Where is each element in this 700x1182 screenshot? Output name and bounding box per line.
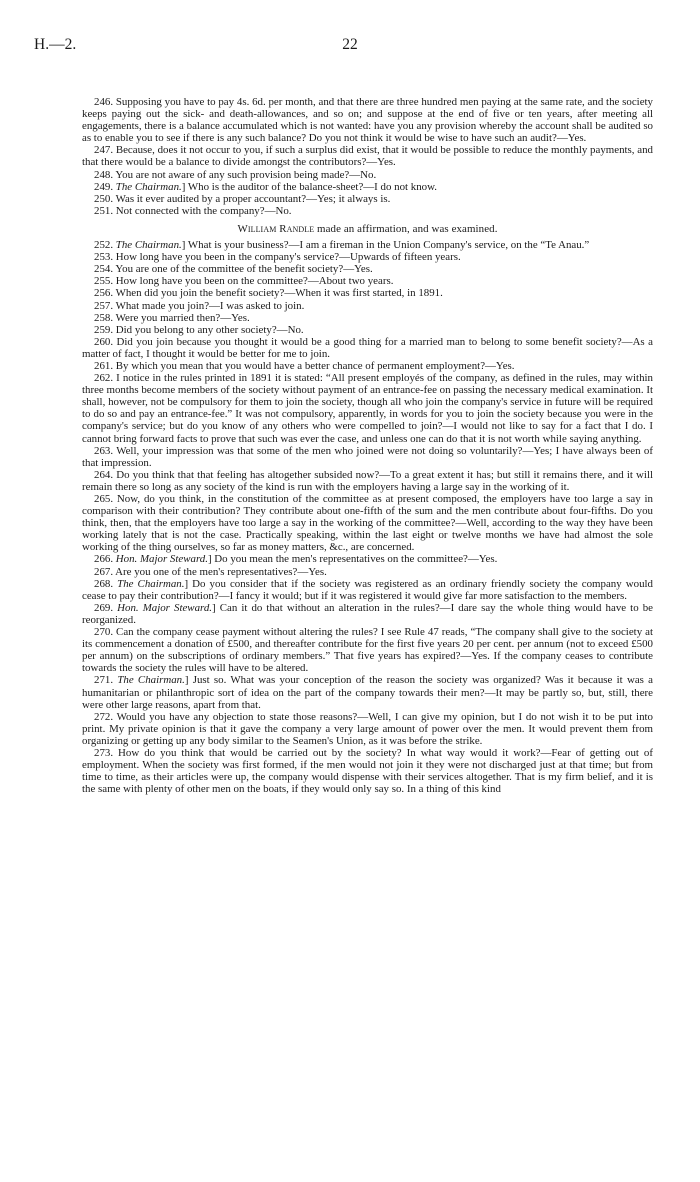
text-segment: ] Just so. What was your conception of the reason the society was organized? Was it because it was a humanitarian or philanthropic sort of idea on the part of the company towards their men?—It may be partly so, but, still, there were other large reasons, apart from that. <box>82 674 653 711</box>
text-segment: 249. <box>94 180 116 193</box>
witness-heading <box>82 223 653 235</box>
report-reference: H.—2. <box>34 36 77 53</box>
text-segment: made an affirmation, and was examined. <box>314 222 498 235</box>
text-segment: 260. Did you join because you thought it would be a good thing for a married man to belong to some benefit society?—As a matter of fact, I thought it would be better for me to join. <box>82 335 653 360</box>
question-paragraph <box>82 553 653 565</box>
text-segment: 251. Not connected with the company?—No. <box>94 204 292 217</box>
text-segment: 268. <box>94 577 118 590</box>
question-paragraph <box>82 287 653 299</box>
text-segment: ] Do you mean the men's representatives on the committee?—Yes. <box>207 553 498 566</box>
text-segment: 271. <box>94 674 118 687</box>
question-paragraph <box>82 469 653 493</box>
text-segment: 273. How do you think that would be carried out by the society? In what way would it work?—Fear of getting out of employment. When the society was first formed, if the men would not join it they were not discharged just at that time; but from time to time, as their articles were up, the company would dispense with their services altogether. That is my firm belief, and it is the same with plenty of other men on the boats, if they would only say so. In a thing of this kind <box>82 746 653 796</box>
text-segment: 248. You are not aware of any such provision being made?—No. <box>94 168 377 181</box>
page-number: 22 <box>342 36 358 53</box>
question-paragraph <box>82 251 653 263</box>
question-paragraph <box>82 626 653 674</box>
question-paragraph <box>82 747 653 795</box>
question-paragraph <box>82 181 653 193</box>
witness-name: William Randle <box>237 222 315 235</box>
text-segment: 263. Well, your impression was that some of the men who joined were not doing so voluntarily?—Yes; I have always been of that impression. <box>82 444 653 469</box>
text-segment: 255. How long have you been on the committee?—About two years. <box>94 275 394 288</box>
question-paragraph <box>82 193 653 205</box>
question-paragraph <box>82 96 653 144</box>
question-paragraph <box>82 324 653 336</box>
question-paragraph <box>82 144 653 168</box>
question-paragraph <box>82 493 653 553</box>
question-paragraph <box>82 602 653 626</box>
speaker-name: The Chairman. <box>115 180 182 193</box>
question-paragraph <box>82 169 653 181</box>
text-segment: 253. How long have you been in the company's service?—Upwards of fifteen years. <box>94 251 461 264</box>
text-segment: ] Who is the auditor of the balance-sheet?—I do not know. <box>181 180 437 193</box>
text-segment: 258. Were you married then?—Yes. <box>94 311 250 324</box>
text-segment: 261. By which you mean that you would have a better chance of permanent employment?—Yes. <box>94 359 515 372</box>
question-paragraph <box>82 205 653 217</box>
speaker-name: Hon. Major Steward. <box>115 553 208 566</box>
text-segment: ] Can it do that without an alteration in the rules?—I dare say the whole thing would have to be reorganized. <box>82 601 653 626</box>
question-paragraph <box>82 372 653 445</box>
text-segment: 252. <box>94 239 116 252</box>
text-segment: 267. Are you one of the men's representatives?—Yes. <box>94 565 327 578</box>
text-segment: 270. Can the company cease payment without altering the rules? I see Rule 47 reads, “The company shall give to the society at its commencement a donation of £500, and thereafter contribute for the first five years 20 per cent. per annum (not to exceed £500 per annum) on the subscriptions of ordinary members.” That five years has expired?—Yes. If the company ceases to contribute towards the society the rules will have to be altered. <box>82 626 653 675</box>
question-paragraph <box>82 578 653 602</box>
text-segment: 262. I notice in the rules printed in 1891 it is stated: “All present employés of the company, as defined in the rules, may within three months become members of the society without payment of an entrance-fee on passing the necessary medical examination. It shall, however, not be compulsory for them to join the society, though all who join the company's service in future will be required to do so and pay an entrance-fee.” It was not compulsory, apparently, in words for you to join the society because you were in the company's service; but do you know of any others who were compelled to join?—I would not like to say for a fact that I do. I cannot bring forward facts to prove that such was ever the case, and unless one can do that it is not worth while saying anything. <box>82 372 653 445</box>
speaker-name: The Chairman. <box>115 239 182 252</box>
speaker-name: Hon. Major Steward. <box>117 601 213 614</box>
text-segment: ] Do you consider that if the society was registered as an ordinary friendly society the company would cease to pay their contribution?—I fancy it would; but if it was registered it would give far more satisfaction to the members. <box>82 577 653 602</box>
text-segment: 246. Supposing you have to pay 4s. 6d. per month, and that there are three hundred men paying at the same rate, and the society keeps paying out the sick- and death-allowances, and so on; and suppose at the end of five or ten years, after meeting all engagements, there is a balance accumulated which is not wanted: have you any provision whereby the account shall be audited so as to enable you to see if there is any such balance? Do you not think it would be wise to have such an audit?—Yes. <box>82 96 653 145</box>
question-paragraph <box>82 711 653 747</box>
text-segment: 272. Would you have any objection to state those reasons?—Well, I can give my opinion, but I do not wish it to be put into print. My private opinion is that it gave the company a very large amount of power over the men. It would prevent them from organizing or getting up any body similar to the Seamen's Union, as it was before the strike. <box>82 710 653 747</box>
page-header <box>34 36 666 58</box>
question-paragraph <box>82 275 653 287</box>
speaker-name: The Chairman. <box>117 674 185 687</box>
question-paragraph <box>82 312 653 324</box>
evidence-text <box>82 96 653 795</box>
text-segment: 259. Did you belong to any other society?—No. <box>94 323 304 336</box>
speaker-name: The Chairman. <box>117 577 185 590</box>
question-paragraph <box>82 300 653 312</box>
text-segment: 250. Was it ever audited by a proper accountant?—Yes; it always is. <box>94 192 391 205</box>
text-segment: 254. You are one of the committee of the benefit society?—Yes. <box>94 263 373 276</box>
text-segment: 247. Because, does it not occur to you, if such a surplus did exist, that it would be possible to reduce the monthly payments, and that there would be a balance to divide amongst the contributors?—Yes. <box>82 144 653 169</box>
text-segment: 264. Do you think that that feeling has altogether subsided now?—To a great extent it has; but still it remains there, and it will remain there so long as any society of the kind is run with the employers having a large say in the working of it. <box>82 468 653 493</box>
question-paragraph <box>82 263 653 275</box>
question-paragraph <box>82 674 653 710</box>
text-segment: 256. When did you join the benefit society?—When it was first started, in 1891. <box>94 287 443 300</box>
text-segment: 257. What made you join?—I was asked to join. <box>94 299 305 312</box>
question-paragraph <box>82 360 653 372</box>
question-paragraph <box>82 336 653 360</box>
text-segment: ] What is your business?—I am a fireman in the Union Company's service, on the “Te Anau.” <box>181 239 590 252</box>
question-paragraph <box>82 566 653 578</box>
text-segment: 265. Now, do you think, in the constitution of the committee as at present composed, the employers have too large a say in comparison with their contribution? They contribute about one-fifth of the sum and the men contribute about four-fifths. Do you think, then, that the employers have too large a say in the working of the committee?—Well, according to the way they have been working lately that is not the case. Practically speaking, within the last eight or twelve months we have had almost the sole working of the thing ourselves, so far as money matters, &c., are concerned. <box>82 493 653 554</box>
text-segment: 269. <box>94 601 118 614</box>
question-paragraph <box>82 445 653 469</box>
text-segment: 266. <box>94 553 116 566</box>
question-paragraph <box>82 239 653 251</box>
